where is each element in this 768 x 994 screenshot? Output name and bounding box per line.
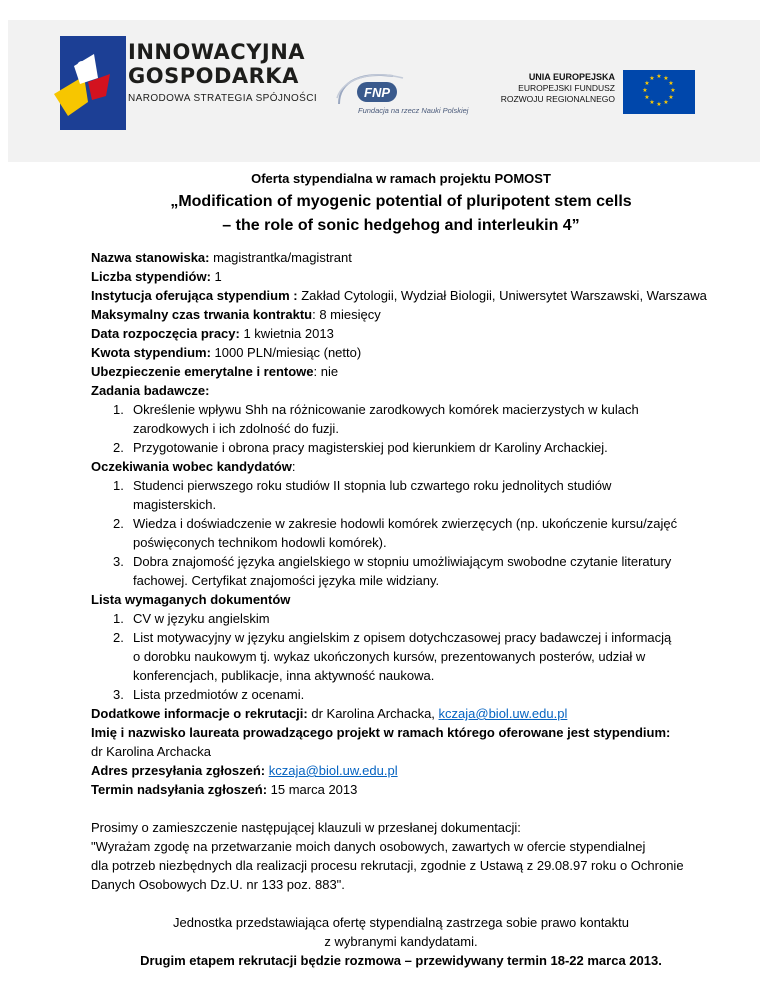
item-number: 1.	[113, 402, 124, 417]
item-number: 3.	[113, 687, 124, 702]
field-row	[91, 248, 711, 267]
ue-text	[497, 72, 615, 105]
list-item	[91, 609, 711, 628]
list-item	[91, 552, 711, 590]
field-label: Nazwa stanowiska:	[91, 250, 210, 265]
svg-text:★: ★	[644, 80, 650, 87]
expectations-heading-row	[91, 457, 711, 476]
list-item	[91, 400, 711, 438]
svg-text:★: ★	[668, 94, 674, 101]
fnp-logo	[333, 70, 413, 110]
field-label: Ubezpieczenie emerytalne i rentowe	[91, 364, 314, 379]
ig-line3: NARODOWA STRATEGIA SPÓJNOŚCI	[128, 93, 318, 104]
svg-text:★: ★	[663, 75, 669, 82]
innowacyjna-gospodarka-logo	[54, 36, 126, 130]
field-label: Instytucja oferująca stypendium :	[91, 288, 298, 303]
address-label: Adres przesyłania zgłoszeń:	[91, 763, 266, 778]
field-row	[91, 362, 711, 381]
list-item	[91, 514, 711, 552]
svg-text:★: ★	[649, 99, 655, 106]
tasks-heading: Zadania badawcze:	[91, 383, 210, 398]
field-value: Zakład Cytologii, Wydział Biologii, Uniwersytet Warszawski, Warszawa	[297, 288, 707, 303]
item-line: fachowej. Certyfikat znajomości języka mile widziany.	[133, 573, 440, 588]
item-line: Przygotowanie i obrona pracy magisterskiej pod kierunkiem dr Karoliny Archackiej.	[133, 440, 608, 455]
expectations-heading: Oczekiwania wobec kandydatów	[91, 459, 292, 474]
documents-list	[91, 609, 711, 704]
svg-text:★: ★	[670, 87, 676, 94]
field-row	[91, 286, 711, 305]
item-number: 2.	[113, 440, 124, 455]
field-value: : 8 miesięcy	[312, 307, 381, 322]
field-value: : nie	[313, 364, 339, 379]
item-number: 2.	[113, 516, 124, 531]
svg-text:★: ★	[642, 87, 648, 94]
project-title	[91, 190, 711, 238]
svg-text:★: ★	[649, 75, 655, 82]
item-line: Studenci pierwszego roku studiów II stopnia lub czwartego roku jednolitych studiów	[133, 478, 612, 493]
svg-text:★: ★	[663, 99, 669, 106]
fields-list	[91, 248, 711, 799]
footer-line: Jednostka przedstawiająca ofertę stypendialną zastrzega sobie prawo kontaktu	[173, 915, 629, 930]
consent-clause	[91, 818, 711, 894]
svg-text:★: ★	[656, 101, 662, 108]
deadline-label: Termin nadsyłania zgłoszeń:	[91, 782, 268, 797]
field-value: 1 kwietnia 2013	[239, 326, 334, 341]
footer-line: z wybranymi kandydatami.	[324, 934, 478, 949]
address-row	[91, 761, 711, 780]
list-item	[91, 685, 711, 704]
laureate-name: dr Karolina Archacka	[91, 744, 211, 759]
field-value: 1000 PLN/miesiąc (netto)	[210, 345, 362, 360]
ue-line3: ROZWOJU REGIONALNEGO	[500, 94, 615, 104]
project-title-line2: – the role of sonic hedgehog and interleukin 4”	[222, 217, 580, 234]
field-value: magistrantka/magistrant	[209, 250, 352, 265]
list-item	[91, 628, 711, 685]
item-line: Określenie wpływu Shh na różnicowanie zarodkowych komórek macierzystych w kulach	[133, 402, 639, 417]
svg-text:★: ★	[644, 94, 650, 101]
deadline-value: 15 marca 2013	[267, 782, 358, 797]
svg-text:★: ★	[668, 80, 674, 87]
footer-line-bold: Drugim etapem rekrutacji będzie rozmowa – przewidywany termin 18-22 marca 2013.	[140, 953, 662, 968]
offer-heading: Oferta stypendialna w ramach projektu POMOST	[251, 171, 551, 186]
field-row	[91, 343, 711, 362]
ig-line2: GOSPODARKA	[128, 64, 299, 88]
expectations-colon: :	[291, 459, 296, 474]
item-line: Wiedza i doświadczenie w zakresie hodowli komórek zwierzęcych (np. ukończenie kursu/zajęć	[133, 516, 678, 531]
field-value: 1	[210, 269, 222, 284]
field-label: Liczba stypendiów:	[91, 269, 211, 284]
additional-info-label: Dodatkowe informacje o rekrutacji:	[91, 706, 308, 721]
fnp-logo-text: FNP	[364, 85, 390, 100]
additional-info-row	[91, 704, 711, 723]
item-number: 3.	[113, 554, 124, 569]
contact-email-link[interactable]: kczaja@biol.uw.edu.pl	[438, 706, 568, 721]
field-label: Maksymalny czas trwania kontraktu	[91, 307, 313, 322]
item-line: zarodkowych i ich zdolność do fuzji.	[133, 421, 339, 436]
item-line: o dorobku naukowym tj. wykaz ukończonych kursów, prezentowanych posterów, udział w	[133, 649, 646, 664]
item-number: 2.	[113, 630, 124, 645]
address-email-link[interactable]: kczaja@biol.uw.edu.pl	[268, 763, 398, 778]
field-row	[91, 267, 711, 286]
additional-info-value: dr Karolina Archacka,	[307, 706, 439, 721]
expectations-list	[91, 476, 711, 590]
consent-line: Danych Osobowych Dz.U. nr 133 poz. 883".	[91, 877, 345, 892]
project-title-line1: „Modification of myogenic potential of pluripotent stem cells	[170, 193, 632, 210]
item-line: List motywacyjny w języku angielskim z opisem dotychczasowej pracy badawczej i informacją	[133, 630, 672, 645]
item-line: CV w języku angielskim	[133, 611, 270, 626]
field-label: Data rozpoczęcia pracy:	[91, 326, 240, 341]
item-line: magisterskich.	[133, 497, 217, 512]
tasks-list	[91, 400, 711, 457]
ig-line1: INNOWACYJNA	[128, 40, 306, 64]
item-line: Dobra znajomość języka angielskiego w stopniu umożliwiającym swobodne czytanie literatury	[133, 554, 672, 569]
item-line: Lista przedmiotów z ocenami.	[133, 687, 305, 702]
field-row	[91, 324, 711, 343]
ue-title: UNIA EUROPEJSKA	[528, 72, 615, 82]
item-number: 1.	[113, 611, 124, 626]
field-label: Kwota stypendium:	[91, 345, 211, 360]
item-line: konferencjach, publikacje, inna aktywność naukowa.	[133, 668, 435, 683]
consent-line: dla potrzeb niezbędnych dla realizacji procesu rekrutacji, zgodnie z Ustawą z 29.08.97 roku o Ochronie	[91, 858, 684, 873]
documents-heading: Lista wymaganych dokumentów	[91, 592, 291, 607]
deadline-row	[91, 780, 711, 799]
laureate-label: Imię i nazwisko laureata prowadzącego projekt w ramach którego oferowane jest stypendium:	[91, 725, 671, 740]
list-item	[91, 476, 711, 514]
fnp-caption: Fundacja na rzecz Nauki Polskiej	[358, 106, 469, 115]
item-line: poświęconych technikom hodowli komórek).	[133, 535, 387, 550]
consent-line: "Wyrażam zgodę na przetwarzanie moich danych osobowych, zawartych w ofercie stypendialnej	[91, 839, 646, 854]
ue-line2: EUROPEJSKI FUNDUSZ	[518, 83, 615, 93]
svg-text:★: ★	[656, 73, 662, 80]
list-item	[91, 438, 711, 457]
innowacyjna-gospodarka-text	[128, 40, 317, 104]
field-row	[91, 305, 711, 324]
footer-note	[91, 913, 711, 970]
consent-line: Prosimy o zamieszczenie następującej klauzuli w przesłanej dokumentacji:	[91, 820, 521, 835]
item-number: 1.	[113, 478, 124, 493]
offer-content	[91, 162, 711, 970]
eu-flag-icon	[623, 70, 695, 114]
